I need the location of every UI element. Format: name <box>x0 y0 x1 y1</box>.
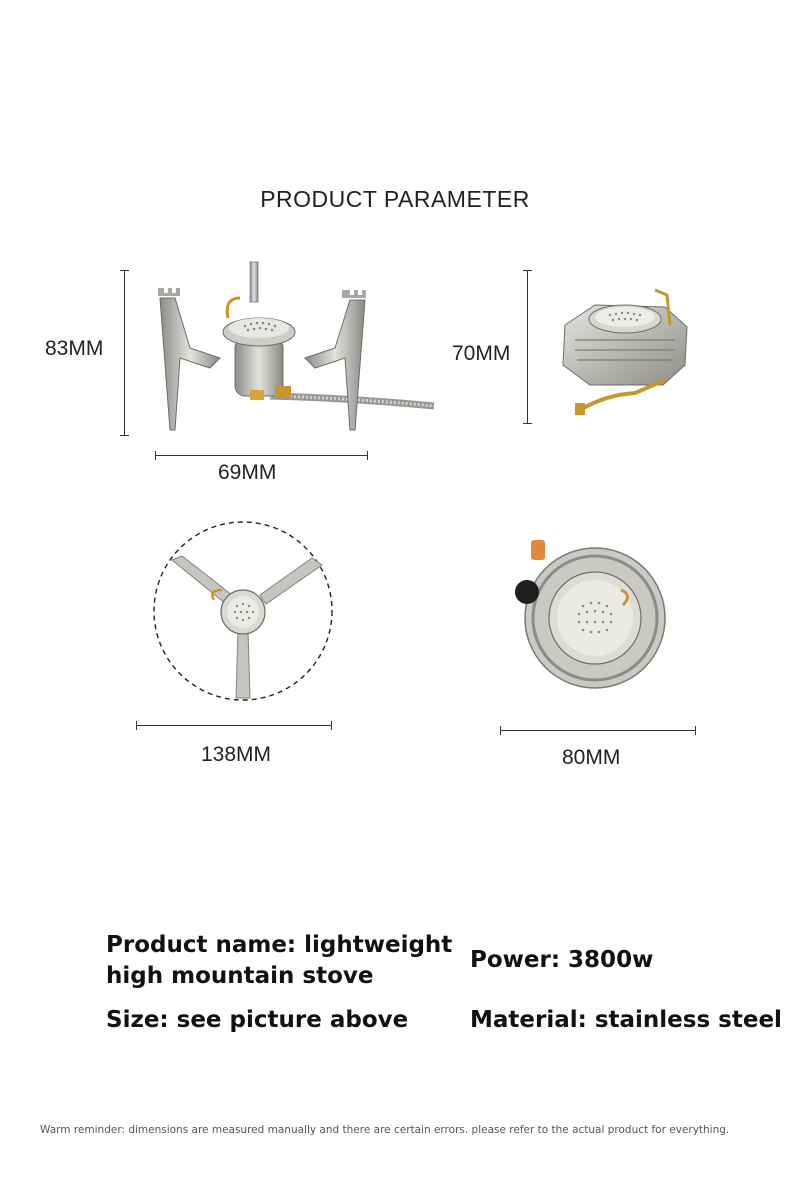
height-dimension-line <box>124 270 125 436</box>
folded-diameter-dimension-line <box>500 730 696 731</box>
height-label-83mm: 83MM <box>45 337 104 360</box>
warm-reminder-footnote: Warm reminder: dimensions are measured manually and there are certain errors. please refer to the actual product for everything. <box>40 1124 730 1136</box>
spec-product-name: Product name: lightweight high mountain stove <box>106 932 453 989</box>
spec-material: Material: stainless steel <box>470 1007 782 1033</box>
width-label-69mm: 69MM <box>218 461 277 484</box>
height-label-70mm: 70MM <box>452 342 511 365</box>
diameter-label-80mm: 80MM <box>562 746 621 769</box>
width-dimension-line <box>155 455 368 456</box>
spec-size: Size: see picture above <box>106 1007 409 1033</box>
page-title: PRODUCT PARAMETER <box>260 186 530 212</box>
folded-stove-image <box>555 285 695 425</box>
stove-top-view-open-image <box>152 520 334 702</box>
open-diameter-dimension-line <box>136 725 332 726</box>
stove-top-view-folded-image <box>513 540 668 690</box>
folded-height-dimension-line <box>527 270 528 424</box>
diameter-label-138mm: 138MM <box>201 743 272 766</box>
stove-side-view-image <box>150 258 440 438</box>
spec-power: Power: 3800w <box>470 947 654 973</box>
